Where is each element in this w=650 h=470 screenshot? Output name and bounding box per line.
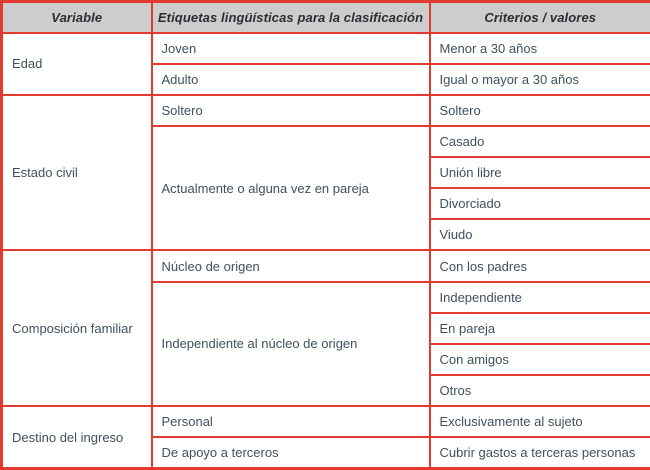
criteria-cell: Independiente <box>430 282 650 313</box>
criteria-cell: Viudo <box>430 219 650 250</box>
criteria-cell: Cubrir gastos a terceras personas <box>430 437 650 468</box>
variable-cell-estado-civil: Estado civil <box>2 95 152 251</box>
variable-cell-edad: Edad <box>2 33 152 95</box>
label-cell: Actualmente o alguna vez en pareja <box>152 126 430 251</box>
header-etiquetas: Etiquetas lingüísticas para la clasificación <box>152 2 430 33</box>
table-row <box>2 406 650 437</box>
criteria-cell: Igual o mayor a 30 años <box>430 64 650 95</box>
criteria-cell: Con los padres <box>430 250 650 281</box>
criteria-cell: Casado <box>430 126 650 157</box>
label-cell: Joven <box>152 33 430 64</box>
criteria-cell: Con amigos <box>430 344 650 375</box>
label-cell: Soltero <box>152 95 430 126</box>
table-row <box>2 250 650 281</box>
header-row <box>2 2 650 33</box>
criteria-cell: Exclusivamente al sujeto <box>430 406 650 437</box>
header-criterios: Criterios / valores <box>430 2 650 33</box>
criteria-cell: Otros <box>430 375 650 406</box>
table-row <box>2 33 650 64</box>
criteria-cell: Divorciado <box>430 188 650 219</box>
label-cell: Independiente al núcleo de origen <box>152 282 430 407</box>
label-cell: Núcleo de origen <box>152 250 430 281</box>
criteria-cell: Soltero <box>430 95 650 126</box>
label-cell: De apoyo a terceros <box>152 437 430 468</box>
criteria-cell: Menor a 30 años <box>430 33 650 64</box>
criteria-cell: Unión libre <box>430 157 650 188</box>
variable-cell-composicion-familiar: Composición familiar <box>2 250 152 406</box>
label-cell: Adulto <box>152 64 430 95</box>
table-row <box>2 95 650 126</box>
label-cell: Personal <box>152 406 430 437</box>
criteria-cell: En pareja <box>430 313 650 344</box>
variable-cell-destino-del-ingreso: Destino del ingreso <box>2 406 152 468</box>
header-variable: Variable <box>2 2 152 33</box>
